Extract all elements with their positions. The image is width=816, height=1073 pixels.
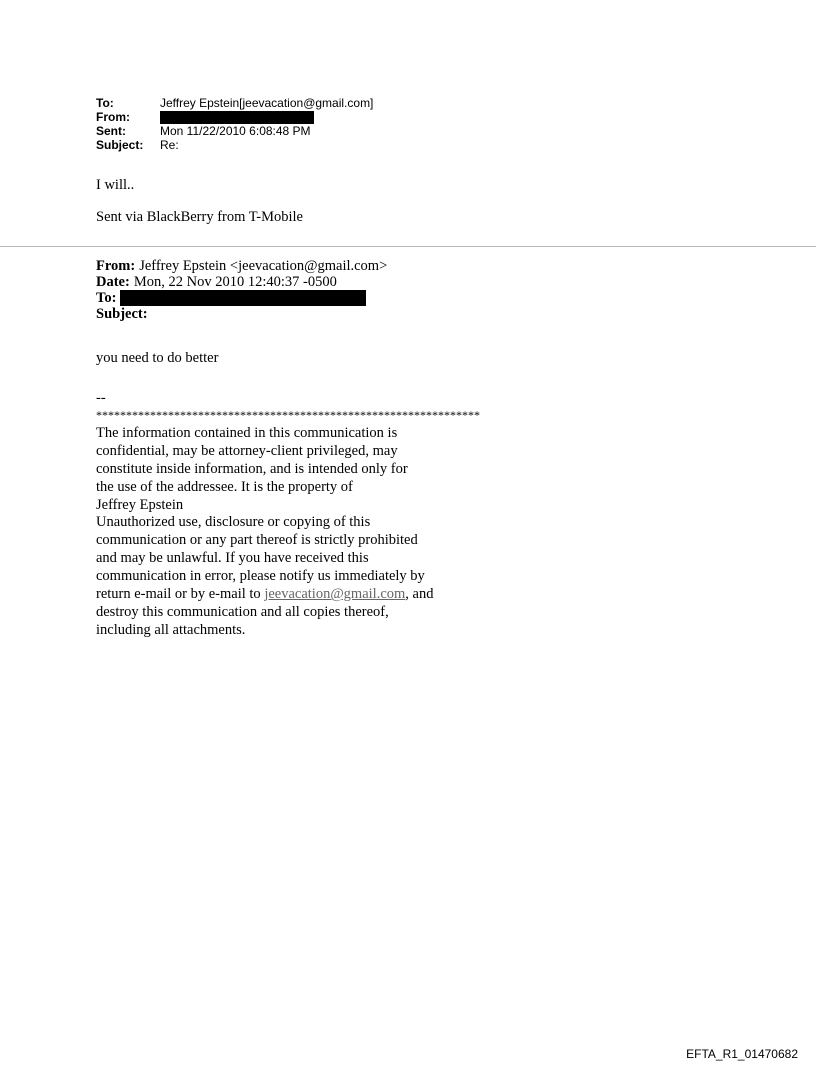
disclaimer-line: communication in error, please notify us immediately by [96, 568, 425, 585]
disclaimer-line: Jeffrey Epstein [96, 496, 184, 513]
original-header [96, 258, 387, 322]
reply-sent-label: Sent: [96, 124, 126, 138]
reply-body: I will.. [96, 177, 135, 193]
reply-to-label: To: [96, 96, 114, 110]
disclaimer-text: return e-mail or by e-mail to [96, 586, 265, 603]
original-subject-row [96, 306, 387, 322]
reply-from-row [96, 110, 373, 124]
original-from-value: Jeffrey Epstein <jeevacation@gmail.com> [139, 258, 388, 274]
original-to-label: To: [96, 290, 117, 306]
signature-dashes: -- [96, 390, 106, 406]
disclaimer-line: Unauthorized use, disclosure or copying of this [96, 514, 371, 531]
reply-sent-value: Mon 11/22/2010 6:08:48 PM [160, 124, 311, 138]
original-date-row [96, 274, 387, 290]
reply-from-label: From: [96, 110, 130, 124]
original-subject-label: Subject: [96, 306, 148, 322]
email-link[interactable]: jeevacation@gmail.com [264, 586, 406, 603]
asterisk-separator: **************************************************************** [96, 407, 480, 422]
disclaimer-line: confidential, may be attorney-client privileged, may [96, 442, 398, 459]
original-from-row [96, 258, 387, 274]
disclaimer-line: destroy this communication and all copies thereof, [96, 603, 389, 620]
original-date-label: Date: [96, 274, 130, 290]
disclaimer-line: The information contained in this communication is [96, 424, 398, 441]
disclaimer-line-with-link [96, 586, 480, 604]
reply-subject-row [96, 138, 373, 152]
document-id: EFTA_R1_01470682 [686, 1047, 798, 1061]
original-date-value: Mon, 22 Nov 2010 12:40:37 -0500 [133, 274, 337, 290]
disclaimer-line: including all attachments. [96, 621, 246, 638]
disclaimer-line: and may be unlawful. If you have received this [96, 550, 369, 567]
reply-subject-value: Re: [160, 138, 179, 152]
reply-sent-row [96, 124, 373, 138]
disclaimer-line: communication or any part thereof is strictly prohibited [96, 532, 418, 549]
reply-header [96, 96, 373, 152]
redaction-bar [120, 290, 366, 306]
redaction-bar [160, 111, 314, 124]
original-body: you need to do better [96, 350, 219, 366]
disclaimer-line: constitute inside information, and is intended only for [96, 460, 408, 477]
reply-subject-label: Subject: [96, 138, 144, 152]
disclaimer [96, 390, 480, 640]
original-from-label: From: [96, 258, 136, 274]
reply-signature: Sent via BlackBerry from T-Mobile [96, 209, 303, 225]
reply-to-value: Jeffrey Epstein[jeevacation@gmail.com] [160, 96, 374, 110]
original-to-row [96, 290, 387, 306]
divider [0, 246, 816, 247]
disclaimer-text: , and [405, 586, 434, 603]
disclaimer-line: the use of the addressee. It is the property of [96, 478, 353, 495]
reply-to-row [96, 96, 373, 110]
